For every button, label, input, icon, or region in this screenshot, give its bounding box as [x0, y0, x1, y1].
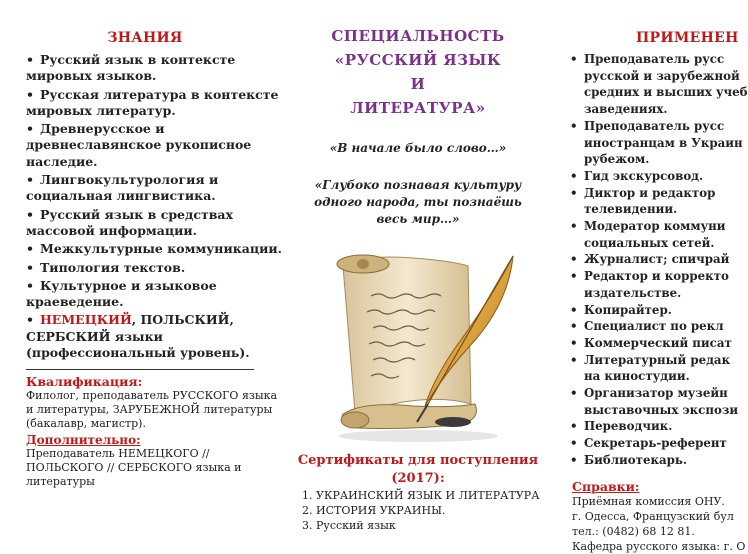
title-line: ЛИТЕРАТУРА» [350, 99, 486, 117]
list-item: • Русский язык в контексте мировых языков. [26, 52, 236, 84]
list-item: • Русский язык в средствах массовой информации. [26, 206, 233, 238]
list-item: • Секретарь-референт [570, 436, 727, 451]
list-item: иностранцам в Украин [584, 135, 743, 150]
list-item: русской и зарубежной [584, 68, 740, 83]
list-item: • Коммерческий писат [570, 335, 732, 350]
list-item: выставочных экспози [584, 402, 739, 417]
title-line: СПЕЦИАЛЬНОСТЬ [331, 27, 505, 45]
list-item: социальных сетей. [584, 235, 715, 250]
certificate-item: 3. Русский язык [302, 519, 396, 532]
list-item: • Модератор коммуни [570, 219, 726, 234]
list-item: • Литературный редак [570, 352, 731, 367]
application-list [556, 52, 748, 469]
certificate-item: 1. УКРАИНСКИЙ ЯЗЫК И ЛИТЕРАТУРА [302, 489, 540, 502]
list-item: • Гид экскурсовод. [570, 168, 704, 183]
title-line: И [410, 75, 426, 93]
specialty-title [292, 24, 544, 120]
info-line: Кафедра русского языка: г. О [572, 539, 746, 553]
languages-item: • НЕМЕЦКИЙ, ПОЛЬСКИЙ, СЕРБСКИЙ языки (профессиональный уровень). [26, 312, 250, 361]
list-item: • Журналист; спичрай [570, 252, 730, 267]
qualification-text: Филолог, преподаватель РУССКОГО языка и литературы, ЗАРУБЕЖНОЙ литературы (бакалавр, магистр). [26, 389, 278, 431]
list-item: средних и высших учеб [584, 85, 748, 100]
list-item: • Древнерусское и древнеславянское рукописное наследие. [26, 121, 252, 169]
info-line: тел.: (0482) 68 12 81. [572, 524, 695, 538]
application-column [556, 0, 748, 553]
list-item: • Типология текстов. [26, 259, 186, 275]
specialty-column [292, 0, 544, 540]
knowledge-column [0, 0, 290, 540]
list-item: • Преподаватель русс [570, 118, 725, 133]
list-item: • Диктор и редактор [570, 185, 716, 200]
knowledge-list [0, 52, 290, 361]
list-item: на киностудии. [584, 369, 690, 384]
info-line: Приёмная комиссия ОНУ. [572, 494, 725, 508]
title-line: «РУССКИЙ ЯЗЫК [334, 51, 502, 69]
knowledge-header: ЗНАНИЯ [107, 30, 183, 46]
list-item: заведениях. [584, 102, 668, 117]
list-item: издательстве. [584, 285, 682, 300]
list-item: • Специалист по рекл [570, 319, 724, 334]
extra-title: Дополнительно: [26, 433, 141, 448]
list-item: рубежом. [584, 152, 650, 167]
list-item: • Организатор музейн [570, 386, 728, 401]
list-item: • Культурное и языковое краеведение. [26, 277, 217, 310]
info-title: Справки: [572, 478, 640, 494]
epigraph: «Глубоко познавая культуру одного народа, ты познаёшь весь мир…» [314, 178, 522, 226]
list-item: • Лингвокультурология и социальная лингвистика. [26, 172, 219, 204]
info-line: г. Одесса, Французский бул [572, 509, 734, 523]
scroll-quill-illustration [303, 236, 533, 446]
list-item: • Редактор и корректо [570, 269, 729, 284]
extra-text: Преподаватель НЕМЕЦКОГО // ПОЛЬСКОГО // СЕРБСКОГО языка и литературы [26, 447, 242, 489]
certificates-title: Сертификаты для поступления (2017): [297, 453, 539, 486]
list-item: • Переводчик. [570, 419, 673, 434]
divider [26, 369, 254, 370]
list-item: • Русская литература в контексте мировых литератур. [26, 86, 279, 118]
list-item: • Преподаватель русс [570, 52, 725, 66]
list-item: • Межкультурные коммуникации. [26, 241, 282, 257]
list-item: • Библиотекарь. [570, 452, 687, 467]
list-item: телевидении. [584, 202, 678, 217]
certificate-item: 2. ИСТОРИЯ УКРАИНЫ. [302, 504, 446, 517]
qualification-title: Квалификация: [26, 374, 143, 390]
application-header: ПРИМЕНЕН [636, 30, 739, 46]
list-item: • Копирайтер. [570, 302, 672, 317]
epigraph: «В начале было слово…» [329, 141, 507, 155]
